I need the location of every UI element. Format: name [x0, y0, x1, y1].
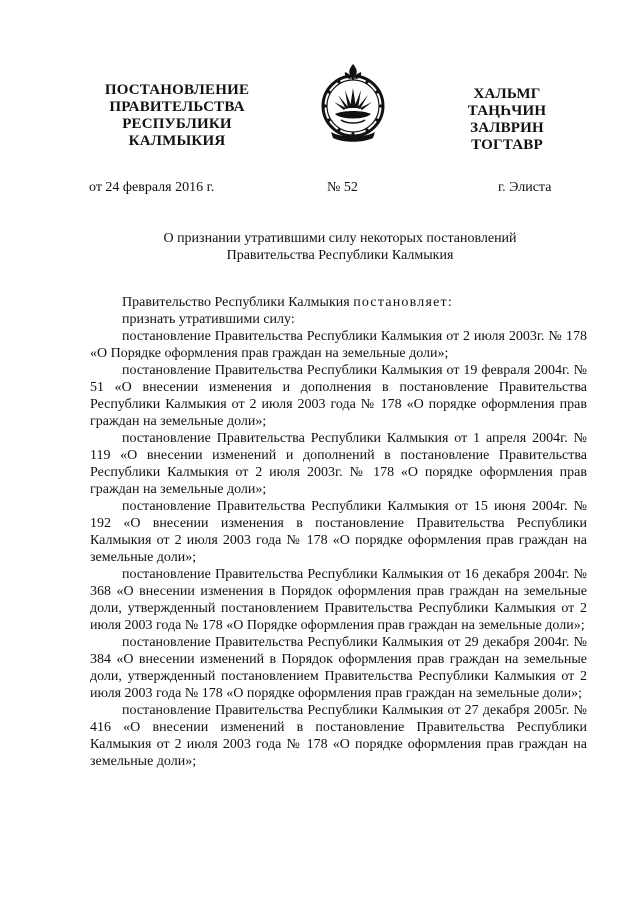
header-right-line: ХАЛЬМГ [473, 86, 541, 102]
body-item: постановление Правительства Республики Калмыкия от 1 апреля 2004г. № 119 «О внесении изменений и дополнений в постановление Правительства Республики Калмыкия от 2 июля 2003г. № 178 «О порядке оформления прав граждан на земельные доли»; [90, 431, 587, 497]
header-left-line: КАЛМЫКИЯ [128, 133, 226, 149]
header-left-line: ПРАВИТЕЛЬСТВА [109, 99, 245, 115]
document-date: от 24 февраля 2016 г. [89, 180, 215, 195]
body-item: постановление Правительства Республики Калмыкия от 27 декабря 2005г. № 416 «О внесении изменений в постановление Правительства Республики Калмыкия от 2 июля 2003 года № 178 «О порядке оформления прав граждан на земельные доли»; [90, 703, 587, 769]
body-item: постановление Правительства Республики Калмыкия от 16 декабря 2004г. № 368 «О внесении изменения в Порядок оформления прав граждан на земельные доли, утвержденный постановлением Правительства Республики Калмыкия от 2 июля 2003 года № 178 «О Порядке оформления прав граждан на земельные доли»; [90, 567, 587, 633]
header-left-title [92, 82, 262, 150]
body-item: постановление Правительства Республики Калмыкия от 15 июня 2004г. № 192 «О внесении изменения в постановление Правительства Республики Калмыкия от 2 июля 2003 года № 178 «О порядке оформления прав граждан на земельные доли»; [90, 499, 587, 565]
body-item: постановление Правительства Республики Калмыкия от 19 февраля 2004г. № 51 «О внесении изменения и дополнения в постановление Правительства Республики Калмыкия от 2 июля 2003 года № 178 «О порядке оформления прав граждан на земельные доли»; [90, 363, 587, 429]
intro-verb: постановляет: [353, 295, 453, 310]
document-city: г. Элиста [498, 180, 552, 195]
title-line: Правительства Республики Калмыкия [226, 248, 454, 263]
document-title [90, 230, 590, 264]
header-left-line: РЕСПУБЛИКИ [122, 116, 232, 132]
body-item: постановление Правительства Республики Калмыкия от 2 июля 2003г. № 178 «О Порядке оформления прав граждан на земельные доли»; [90, 329, 587, 361]
header-left-line: ПОСТАНОВЛЕНИЕ [104, 82, 250, 98]
header-right-line: ТАҢҺЧИН [467, 103, 547, 119]
kalmykia-coat-of-arms-icon [317, 62, 389, 144]
body-lead: признать утратившими силу: [122, 312, 295, 327]
body-intro [90, 294, 587, 311]
document-number: № 52 [327, 180, 358, 195]
header-right-line: ЗАЛВРИН [470, 120, 544, 136]
intro-prefix: Правительство Республики Калмыкия [122, 295, 350, 310]
body-item: постановление Правительства Республики Калмыкия от 29 декабря 2004г. № 384 «О внесении изменений в Порядок оформления прав граждан на земельные доли, утвержденный постановлением Правительства Республики Калмыкия от 2 июля 2003 года № 178 «О порядке оформления прав граждан на земельные доли»; [90, 635, 587, 701]
document-body [90, 294, 587, 770]
title-line: О признании утратившими силу некоторых постановлений [163, 231, 517, 246]
header-right-line: ТОГТАВР [471, 137, 543, 153]
header-right-title [452, 86, 562, 154]
